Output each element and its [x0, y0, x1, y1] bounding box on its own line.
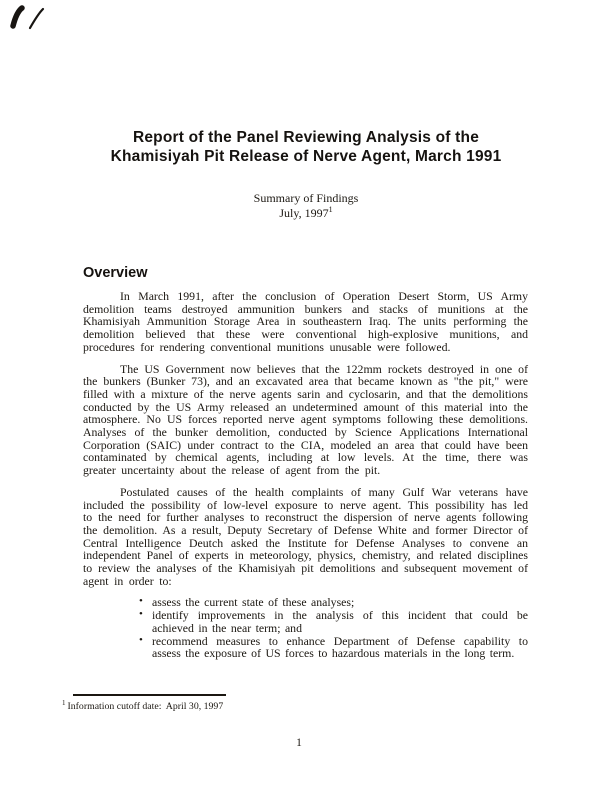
footnote-separator	[73, 694, 226, 696]
report-title	[0, 129, 612, 166]
list-item	[83, 609, 528, 634]
footnote	[62, 698, 224, 713]
paragraph-3: Postulated causes of the health complaints of many Gulf War veterans have included the possibility of low-level exposure to nerve agent. This possibility has led to the need for further analyses to reconstruct the dispersion of nerve agents following the demolition. As a result, Deputy Secretary of Defense White and former Director of Central Intelligence Deutch asked the Institute for Defense Analyses to convene an independent Panel of experts in meteorology, physics, chemistry, and related disciplines to review the analyses of the Khamisiyah pit demolitions and subsequent movement of agent in order to:	[83, 484, 528, 588]
bullet-icon: •	[139, 633, 143, 646]
pen-mark-artifact	[8, 5, 48, 30]
list-item-text: recommend measures to enhance Department of Defense capability to assess the exposure of US forces to hazardous materials in the long term.	[152, 633, 528, 661]
report-subtitle	[0, 191, 612, 220]
paragraph-2: The US Government now believes that the 122mm rockets destroyed in one of the bunkers (Bunker 73), and an excavated area that became known as "the pit," were filled with a mixture of the nerve agents sarin and cyclosarin, and that the demolitions conducted by the US Army released an undetermined amount of this material into the atmosphere. No US forces reported nerve agent symptoms following these demolitions. Analyses of the bunker demolition, conducted by Science Applications International Corporation (SAIC) under contract to the CIA, modeled an area that could have been contaminated by chemical agents, including at low levels. At the time, there was greater uncertainty about the release of agent from the pit.	[83, 361, 528, 478]
body-content	[83, 265, 528, 660]
subtitle-date: July, 1997	[279, 205, 329, 220]
subtitle-date-line	[0, 206, 612, 221]
bullet-icon: •	[139, 608, 143, 621]
list-item-text: assess the current state of these analyses;	[152, 595, 355, 610]
list-item-text: identify improvements in the analysis of this incident that could be achieved in the near term; and	[152, 608, 528, 635]
bullet-icon: •	[139, 595, 143, 608]
page-number: 1	[296, 737, 302, 749]
subtitle-line: Summary of Findings	[253, 191, 359, 205]
footnote-text: Information cutoff date: April 30, 1997	[67, 701, 224, 712]
footnote-reference-marker: 1	[328, 204, 333, 214]
report-title-line1: Report of the Panel Reviewing Analysis of the	[132, 129, 480, 146]
list-item	[83, 635, 528, 660]
report-title-line2: Khamisiyah Pit Release of Nerve Agent, March 1991	[110, 147, 502, 165]
objectives-list	[83, 596, 528, 660]
section-heading: Overview	[83, 265, 148, 281]
footnote-marker: 1	[62, 698, 66, 707]
paragraph-1: In March 1991, after the conclusion of Operation Desert Storm, US Army demolition teams destroyed ammunition bunkers and stacks of munitions at the Khamisiyah Ammunition Storage Area in southeastern Iraq. The units performing the demolition believed that these were conventional high-explosive munitions, and procedures for rendering conventional munitions unusable were followed.	[83, 289, 528, 354]
